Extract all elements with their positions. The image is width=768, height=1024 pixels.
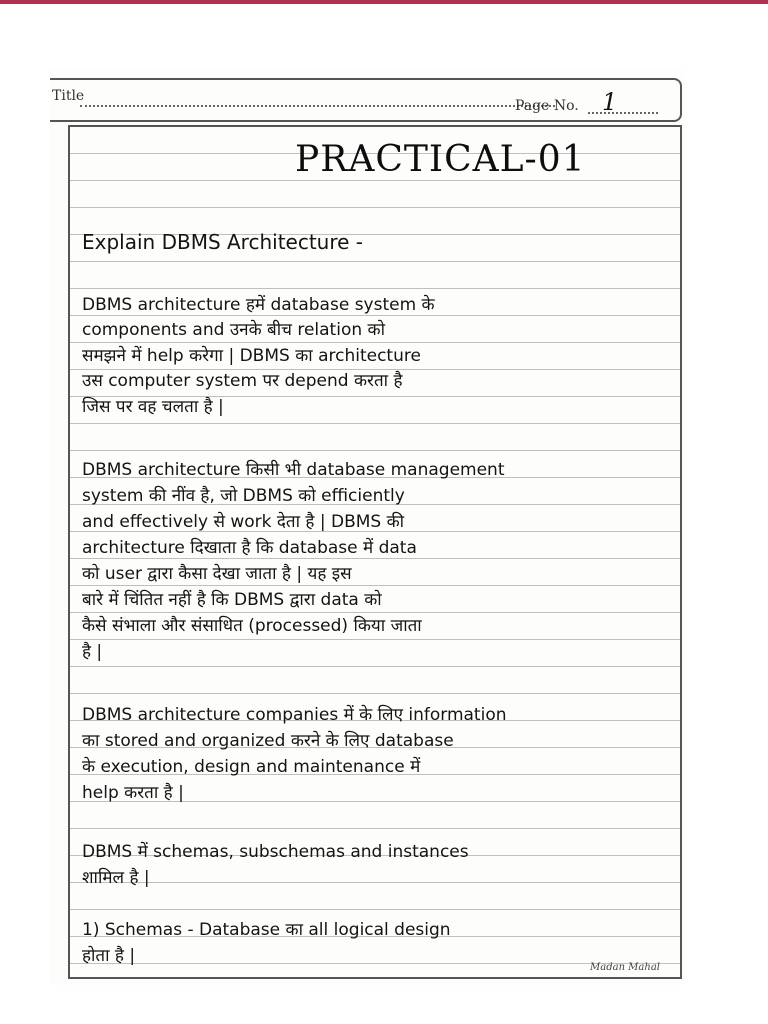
title-dotted-line <box>80 105 555 107</box>
note-line: help करता है | <box>82 783 184 803</box>
note-line: जिस पर वह चलता है | <box>82 397 224 417</box>
note-line: architecture दिखाता है कि database में data <box>82 538 417 558</box>
notebook-brand: Madan Mahal <box>590 962 660 973</box>
note-line: होता है | <box>82 946 136 966</box>
note-line: समझने में help करेगा | DBMS का architecture <box>82 346 421 366</box>
page-header <box>50 78 682 122</box>
note-line: है | <box>82 642 103 662</box>
note-line: components and उनके बीच relation को <box>82 320 385 340</box>
note-line: and effectively से work देता है | DBMS की <box>82 512 405 532</box>
note-line: को user द्वारा कैसा देखा जाता है | यह इस <box>82 564 352 584</box>
practical-heading: PRACTICAL-01 <box>295 139 586 180</box>
question-line: Explain DBMS Architecture - <box>82 230 364 254</box>
note-line: DBMS architecture किसी भी database management <box>82 460 505 480</box>
note-line: DBMS architecture companies में के लिए information <box>82 705 507 725</box>
note-line: शामिल है | <box>82 868 150 888</box>
title-label: Title <box>52 88 85 104</box>
page-number-value: 1 <box>602 88 618 116</box>
ruled-writing-area <box>68 125 682 979</box>
note-line: DBMS में schemas, subschemas and instances <box>82 842 469 862</box>
note-line: system की नींव है, जो DBMS को efficiently <box>82 486 405 506</box>
note-line: कैसे संभाला और संसाधित (processed) किया जाता <box>82 616 422 636</box>
note-line: का stored and organized करने के लिए database <box>82 731 454 751</box>
note-line: उस computer system पर depend करता है <box>82 371 403 391</box>
notebook-page <box>50 70 685 985</box>
page-number-dotted-line <box>588 112 658 114</box>
note-line: 1) Schemas - Database का all logical design <box>82 920 451 940</box>
note-line: बारे में चिंतित नहीं है कि DBMS द्वारा data को <box>82 590 382 610</box>
top-edge-stripe <box>0 0 768 4</box>
page-number-label: Page No. <box>515 98 579 114</box>
note-line: DBMS architecture हमें database system के <box>82 295 435 315</box>
note-line: के execution, design and maintenance में <box>82 757 421 777</box>
